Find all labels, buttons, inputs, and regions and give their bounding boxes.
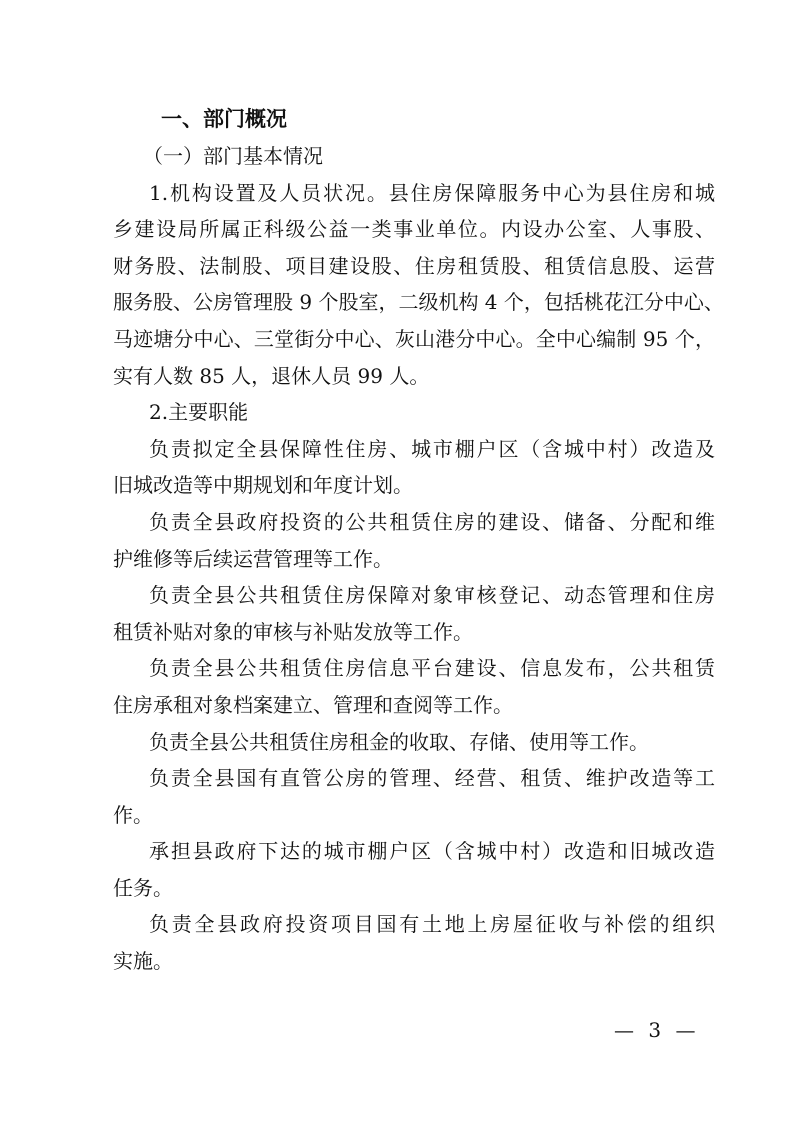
page-number: — 3 — <box>614 1018 700 1042</box>
paragraph-line: 承担县政府下达的城市棚户区（含城中村）改造和旧城改造 <box>149 839 715 864</box>
paragraph <box>113 175 724 395</box>
paragraph-line: 财务股、法制股、项目建设股、住房租赁股、租赁信息股、运营 <box>113 253 715 278</box>
paragraph-line: 乡建设局所属正科级公益一类事业单位。内设办公室、人事股、 <box>113 217 715 242</box>
paragraph-line: 负责全县公共租赁住房租金的收取、存储、使用等工作。 <box>149 729 649 754</box>
paragraph <box>113 504 715 577</box>
paragraph-line: 住房承租对象档案建立、管理和查阅等工作。 <box>113 692 513 717</box>
paragraph-line: 负责全县政府投资的公共租赁住房的建设、储备、分配和维 <box>149 509 715 534</box>
paragraph <box>113 650 715 723</box>
paragraph-line: 护维修等后续运营管理等工作。 <box>113 546 393 571</box>
subsection-heading: （一）部门基本情况 <box>143 144 323 168</box>
paragraph-line: 租赁补贴对象的审核与补贴发放等工作。 <box>113 619 473 644</box>
paragraph <box>113 833 715 906</box>
section-heading: 一、部门概况 <box>161 107 287 131</box>
paragraph-line: 任务。 <box>113 875 173 900</box>
paragraph-line: 马迹塘分中心、三堂街分中心、灰山港分中心。全中心编制 95 个， <box>113 326 715 351</box>
paragraph <box>113 760 715 833</box>
paragraph <box>113 394 715 431</box>
paragraph <box>113 906 715 979</box>
document-body <box>113 175 724 980</box>
paragraph-line: 服务股、公房管理股 9 个股室，二级机构 4 个，包括桃花江分中心、 <box>113 290 724 315</box>
paragraph-line: 1.机构设置及人员状况。县住房保障服务中心为县住房和城 <box>149 180 715 205</box>
paragraph-line: 负责全县国有直管公房的管理、经营、租赁、维护改造等工 <box>149 766 715 791</box>
paragraph-line: 实有人数 85 人，退休人员 99 人。 <box>113 363 430 388</box>
paragraph <box>113 431 715 504</box>
paragraph-line: 负责全县政府投资项目国有土地上房屋征收与补偿的组织 <box>149 912 715 937</box>
paragraph-line: 负责全县公共租赁住房信息平台建设、信息发布，公共租赁 <box>149 656 715 681</box>
paragraph <box>113 577 715 650</box>
paragraph-line: 负责全县公共租赁住房保障对象审核登记、动态管理和住房 <box>149 583 715 608</box>
paragraph-line: 实施。 <box>113 949 173 974</box>
paragraph-line: 2.主要职能 <box>149 400 249 425</box>
document-page <box>113 100 724 980</box>
paragraph-line: 负责拟定全县保障性住房、城市棚户区（含城中村）改造及 <box>149 436 715 461</box>
paragraph-line: 作。 <box>113 802 153 827</box>
paragraph-line: 旧城改造等中期规划和年度计划。 <box>113 473 413 498</box>
paragraph <box>113 724 715 761</box>
